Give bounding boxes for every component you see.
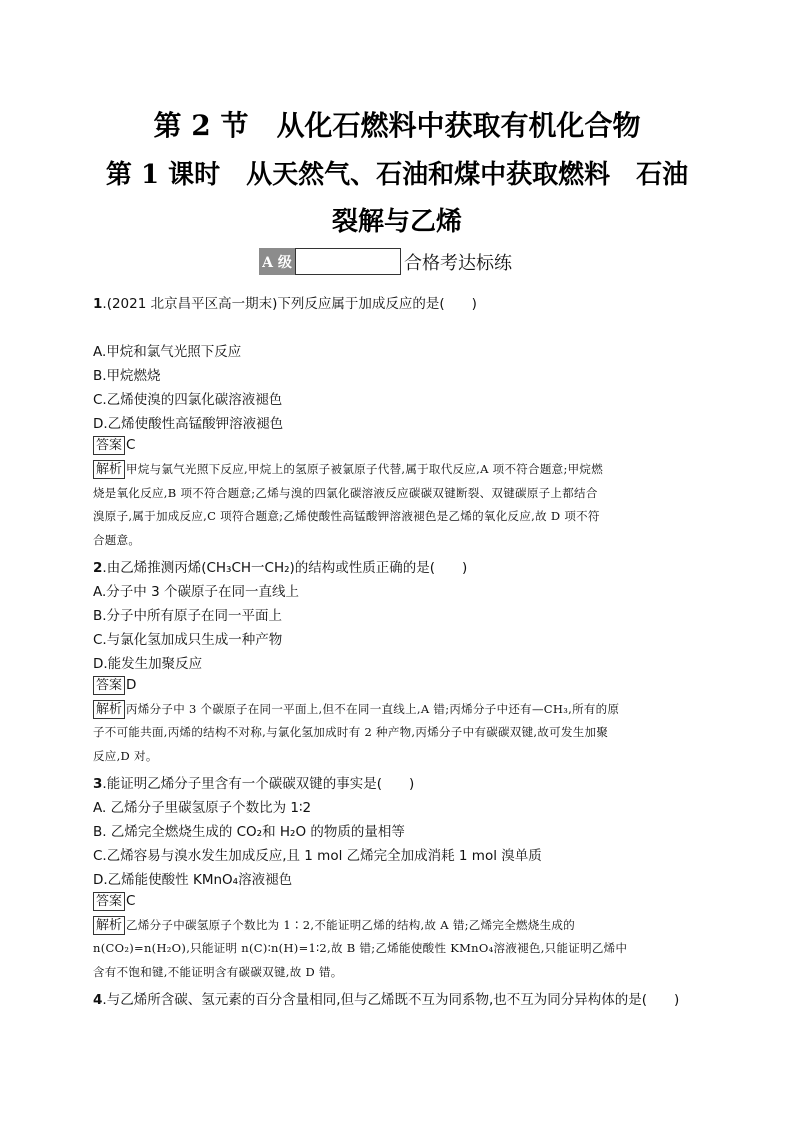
question-2-option-d: D.能发生加聚反应 [93, 656, 203, 672]
question-2-explain: 解析 丙烯分子中 3 个碳原子在同一平面上,但不在同一直线上,A 错;丙烯分子中还有—CH₃,所有的原 [93, 700, 619, 719]
question-1-option-c: C.乙烯使溴的四氯化碳溶液褪色 [93, 392, 283, 408]
question-1-option-d: D.乙烯使酸性高锰酸钾溶液褪色 [93, 416, 284, 432]
question-2-explain-line: 反应,D 对。 [93, 749, 158, 763]
question-1-option-b: B.甲烷燃烧 [93, 368, 161, 384]
section-title: 第 2 节 从化石燃料中获取有机化合物 [153, 109, 641, 142]
question-2-option-c: C.与氯化氢加成只生成一种产物 [93, 632, 283, 648]
level-banner [259, 248, 512, 275]
level-label: 合格考达标练 [404, 252, 512, 274]
question-number: 2 [93, 560, 103, 576]
question-1-explain: 解析 甲烷与氯气光照下反应,甲烷上的氢原子被氯原子代替,属于取代反应,A 项不符合题意;甲烷燃 [93, 460, 603, 479]
answer-tag: 答案 [93, 436, 125, 455]
level-box [295, 248, 401, 275]
question-2-option-a: A.分子中 3 个碳原子在同一直线上 [93, 584, 299, 600]
question-number: 1 [93, 296, 103, 312]
question-1-option-a: A.甲烷和氯气光照下反应 [93, 344, 242, 360]
question-3-explain: 解析 乙烯分子中碳氢原子个数比为 1∶2,不能证明乙烯的结构,故 A 错;乙烯完全燃烧生成的 [93, 916, 575, 935]
question-3-stem: 3.能证明乙烯分子里含有一个碳碳双键的事实是( ) [93, 776, 415, 792]
question-2-explain-line: 子不可能共面,丙烯的结构不对称,与氯化氢加成时有 2 种产物,丙烯分子中有碳碳双键,故可发生加聚 [93, 725, 609, 739]
question-1-explain-line: 烧是氧化反应,B 项不符合题意;乙烯与溴的四氯化碳溶液反应碳碳双键断裂、双键碳原子上都结合 [93, 486, 598, 500]
question-2-option-b: B.分子中所有原子在同一平面上 [93, 608, 283, 624]
question-4-stem: 4.与乙烯所含碳、氢元素的百分含量相同,但与乙烯既不互为同系物,也不互为同分异构体的是( ) [93, 992, 680, 1008]
answer-tag: 答案 [93, 676, 125, 695]
question-3-explain-line: n(CO₂)=n(H₂O),只能证明 n(C)∶n(H)=1∶2,故 B 错;乙烯能使酸性 KMnO₄溶液褪色,只能证明乙烯中 [93, 941, 628, 955]
question-number: 3 [93, 776, 103, 792]
level-badge: A 级 [259, 248, 295, 275]
question-3-option-b: B. 乙烯完全燃烧生成的 CO₂和 H₂O 的物质的量相等 [93, 824, 405, 840]
lesson-title-line2: 裂解与乙烯 [331, 207, 462, 237]
question-3-explain-line: 含有不饱和键,不能证明含有碳碳双键,故 D 错。 [93, 965, 343, 979]
explain-tag: 解析 [93, 460, 125, 479]
question-3-answer: 答案 C [93, 892, 135, 911]
question-1-explain-line: 合题意。 [93, 533, 141, 547]
question-2-answer: 答案 D [93, 676, 136, 695]
answer-tag: 答案 [93, 892, 125, 911]
question-number: 4 [93, 992, 103, 1008]
question-1-explain-line: 溴原子,属于加成反应,C 项符合题意;乙烯使酸性高锰酸钾溶液褪色是乙烯的氧化反应,故 D 项不符 [93, 509, 600, 523]
explain-tag: 解析 [93, 700, 125, 719]
question-1-stem: 1.(2021 北京昌平区高一期末)下列反应属于加成反应的是( ) [93, 296, 477, 312]
question-3-option-c: C.乙烯容易与溴水发生加成反应,且 1 mol 乙烯完全加成消耗 1 mol 溴单质 [93, 848, 542, 864]
question-3-option-a: A. 乙烯分子里碳氢原子个数比为 1∶2 [93, 800, 312, 816]
question-2-stem: 2.由乙烯推测丙烯(CH₃CH一CH₂)的结构或性质正确的是( ) [93, 560, 468, 576]
question-3-option-d: D.乙烯能使酸性 KMnO₄溶液褪色 [93, 872, 293, 888]
lesson-title-line1: 第 1 课时 从天然气、石油和煤中获取燃料 石油 [105, 160, 689, 190]
explain-tag: 解析 [93, 916, 125, 935]
question-1-answer: 答案 C [93, 436, 135, 455]
